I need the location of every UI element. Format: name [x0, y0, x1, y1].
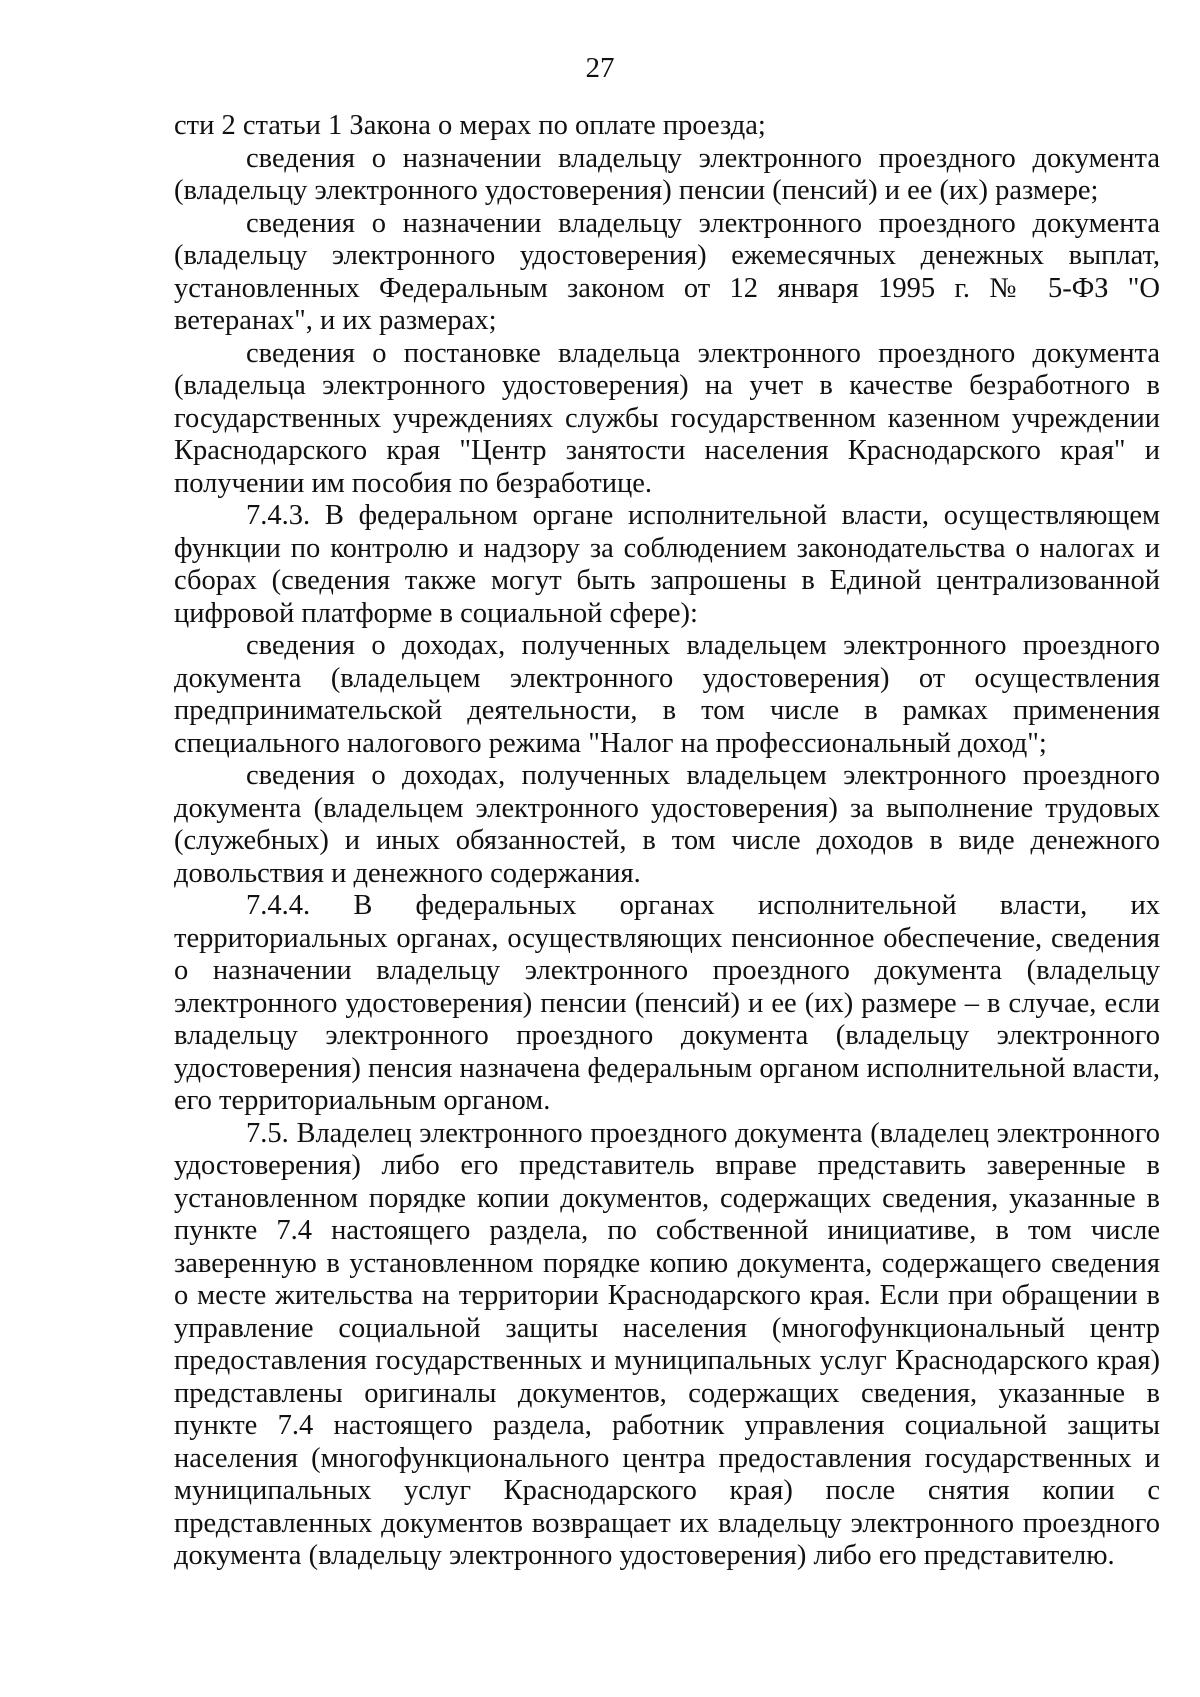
document-body: [174, 110, 1160, 1573]
paragraph-unemployment: сведения о постановке владельца электронного проездного документа (владельца электронного удостоверения) на учет в качестве безработного в государственных учреждениях службы государственном казенном учреждении Краснодарского края "Центр занятости населения Краснодарского края" и получении им пособия по безработице.: [174, 337, 1160, 499]
paragraph-monthly-payments: сведения о назначении владельцу электронного проездного документа (владельцу электронного удостоверения) ежемесячных денежных выплат, установленных Федеральным законом от 12 января 1995 г. № 5-ФЗ "О ветеранах", и их размерах;: [174, 207, 1160, 336]
paragraph-employment-income: сведения о доходах, полученных владельцем электронного проездного документа (владельцем электронного удостоверения) за выполнение трудовых (служебных) и иных обязанностей, в том числе доходов в виде денежного довольствия и денежного содержания.: [174, 760, 1160, 889]
page-number: 27: [585, 52, 615, 84]
paragraph-pension-info: сведения о назначении владельцу электронного проездного документа (владельцу электронного удостоверения) пенсии (пенсий) и ее (их) размере;: [174, 142, 1160, 206]
paragraph-7-5: 7.5. Владелец электронного проездного документа (владелец электронного удостоверения) либо его представитель вправе представить заверенные в установленном порядке копии документов, содержащих сведения, указанные в пункте 7.4 настоящего раздела, по собственной инициативе, в том числе заверенную в установленном порядке копию документа, содержащего сведения о месте жительства на территории Краснодарского края. Если при обращении в управление социальной защиты населения (многофункциональный центр предоставления государственных и муниципальных услуг Краснодарского края) представлены оригиналы документов, содержащих сведения, указанные в пункте 7.4 настоящего раздела, работник управления социальной защиты населения (многофункционального центра предоставления государственных и муниципальных услуг Краснодарского края) после снятия копии с представленных документов возвращает их владельцу электронного проездного документа (владельцу электронного удостоверения) либо его представителю.: [174, 1117, 1160, 1571]
paragraph-continued: сти 2 статьи 1 Закона о мерах по оплате проезда;: [174, 110, 766, 141]
paragraph-7-4-3: 7.4.3. В федеральном органе исполнительной власти, осуществляющем функции по контролю и надзору за соблюдением законодательства о налогах и сборах (сведения также могут быть запрошены в Единой централизованной цифровой платформе в социальной сфере):: [174, 500, 1160, 629]
paragraph-7-4-4: 7.4.4. В федеральных органах исполнительной власти, их территориальных органах, осуществляющих пенсионное обеспечение, сведения о назначении владельцу электронного проездного документа (владельцу электронного удостоверения) пенсии (пенсий) и ее (их) размере – в случае, если владельцу электронного проездного документа (владельцу электронного удостоверения) пенсия назначена федеральным органом исполнительной власти, его территориальным органом.: [174, 890, 1160, 1116]
paragraph-business-income: сведения о доходах, полученных владельцем электронного проездного документа (владельцем электронного удостоверения) от осуществления предпринимательской деятельности, в том числе в рамках применения специального налогового режима "Налог на профессиональный доход";: [174, 630, 1160, 759]
